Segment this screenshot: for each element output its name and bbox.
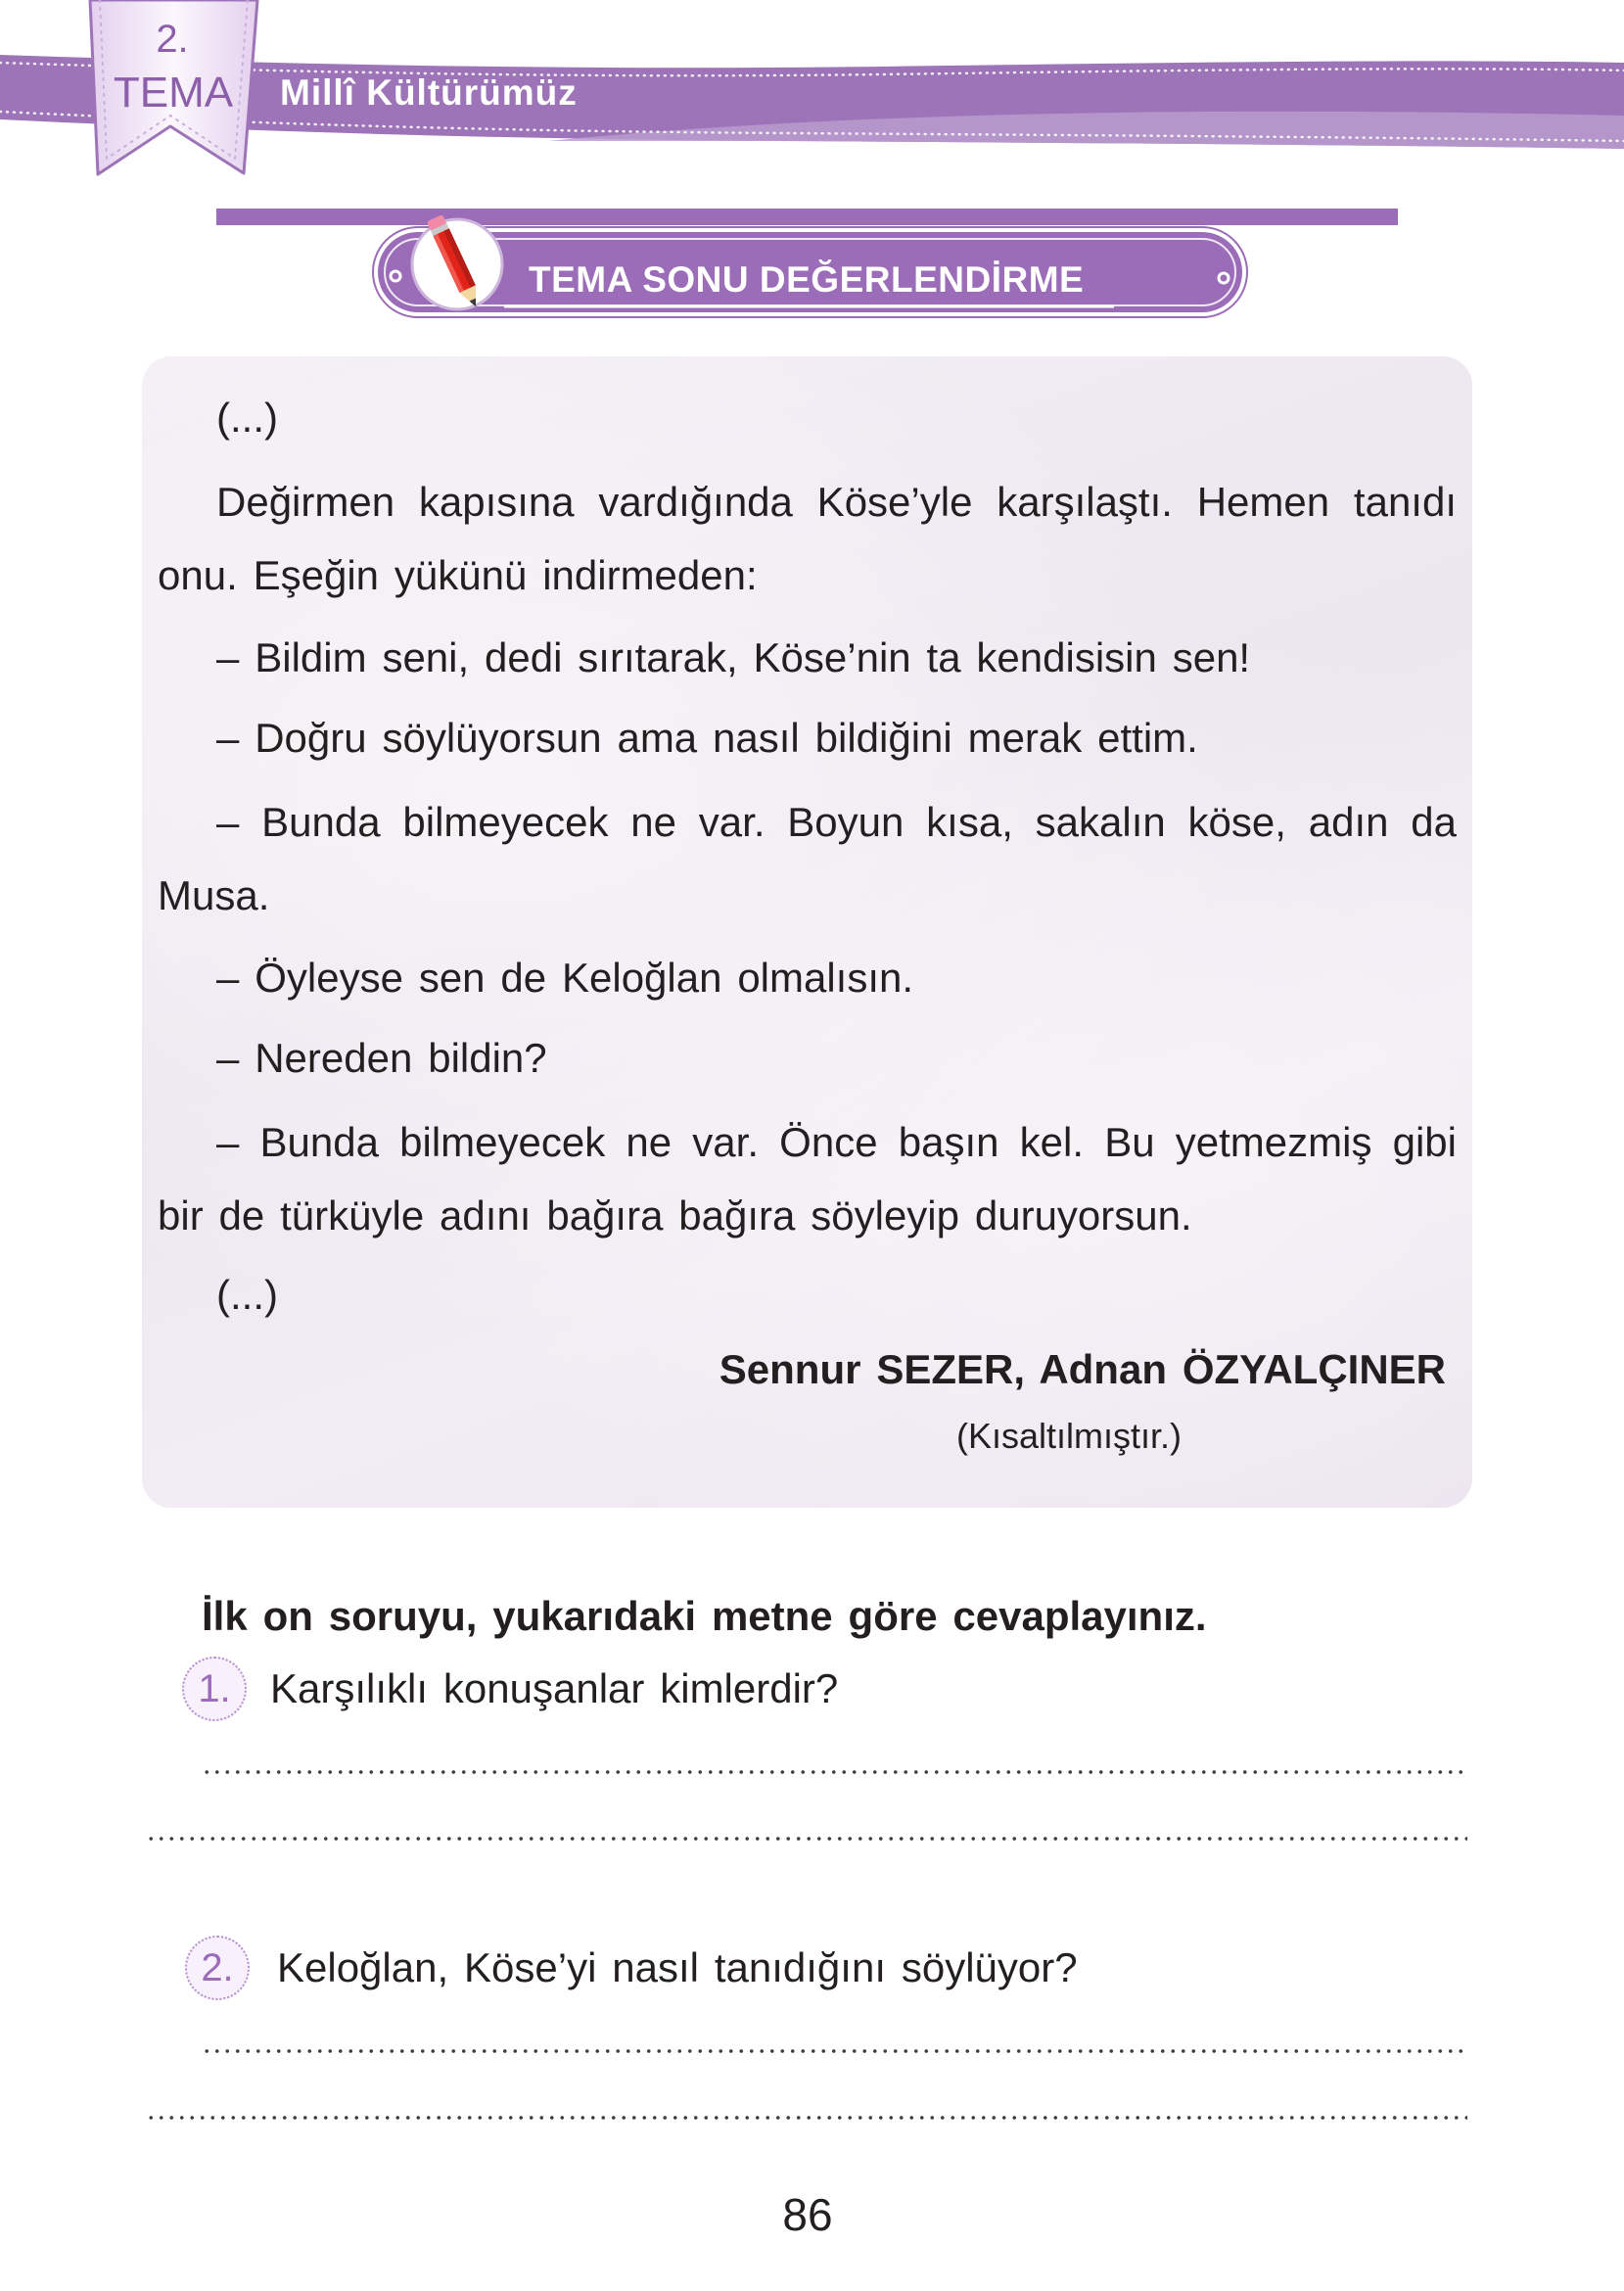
- answer-line: [202, 2047, 1467, 2055]
- question-number: 1.: [198, 1666, 231, 1710]
- passage-line: bir de türküyle adını bağıra bağıra söyleyip duruyorsun.: [158, 1192, 1192, 1239]
- title-bar: [216, 209, 1398, 225]
- passage-author: Sennur SEZER, Adnan ÖZYALÇINER: [719, 1346, 1446, 1392]
- passage-line: – Bildim seni, dedi sırıtarak, Köse’nin ta kendisisin sen!: [216, 634, 1251, 680]
- question-number-badge: [182, 1657, 247, 1721]
- passage-line: Değirmen kapısına vardığında Köse’yle karşılaştı. Hemen tanıdı: [216, 479, 1457, 525]
- passage-line: onu. Eşeğin yükünü indirmeden:: [158, 552, 758, 598]
- answer-line: [202, 1768, 1467, 1776]
- passage-line: – Nereden bildin?: [216, 1035, 547, 1081]
- question-number: 2.: [201, 1945, 234, 1989]
- theme-number: 2.: [156, 18, 189, 61]
- question-text: Karşılıklı konuşanlar kimlerdir?: [270, 1665, 839, 1711]
- reading-passage-box: [142, 356, 1472, 1508]
- instructions: İlk on soruyu, yukarıdaki metne göre cevaplayınız.: [202, 1593, 1207, 1639]
- passage-line: Musa.: [158, 872, 270, 918]
- passage-line: (...): [216, 1272, 278, 1318]
- passage-line: – Öyleyse sen de Keloğlan olmalısın.: [216, 955, 914, 1001]
- passage-line: – Bunda bilmeyecek ne var. Önce başın kel. Bu yetmezmiş gibi: [216, 1119, 1457, 1165]
- theme-title: Millî Kültürümüz: [280, 72, 578, 113]
- passage-line: – Doğru söylüyorsun ama nasıl bildiğini merak ettim.: [216, 715, 1198, 761]
- theme-label: TEMA: [113, 69, 234, 117]
- question-text: Keloğlan, Köse’yi nasıl tanıdığını söylüyor?: [277, 1944, 1078, 1990]
- passage-line: – Bunda bilmeyecek ne var. Boyun kısa, sakalın köse, adın da: [216, 799, 1457, 845]
- passage-line: (...): [216, 395, 278, 441]
- passage-note: (Kısaltılmıştır.): [956, 1416, 1183, 1456]
- section-title: TEMA SONU DEĞERLENDİRME: [529, 259, 1085, 300]
- answer-line: [146, 2114, 1467, 2122]
- question-number-badge: [185, 1936, 250, 2000]
- page-number: 86: [782, 2189, 833, 2240]
- answer-line: [146, 1835, 1467, 1843]
